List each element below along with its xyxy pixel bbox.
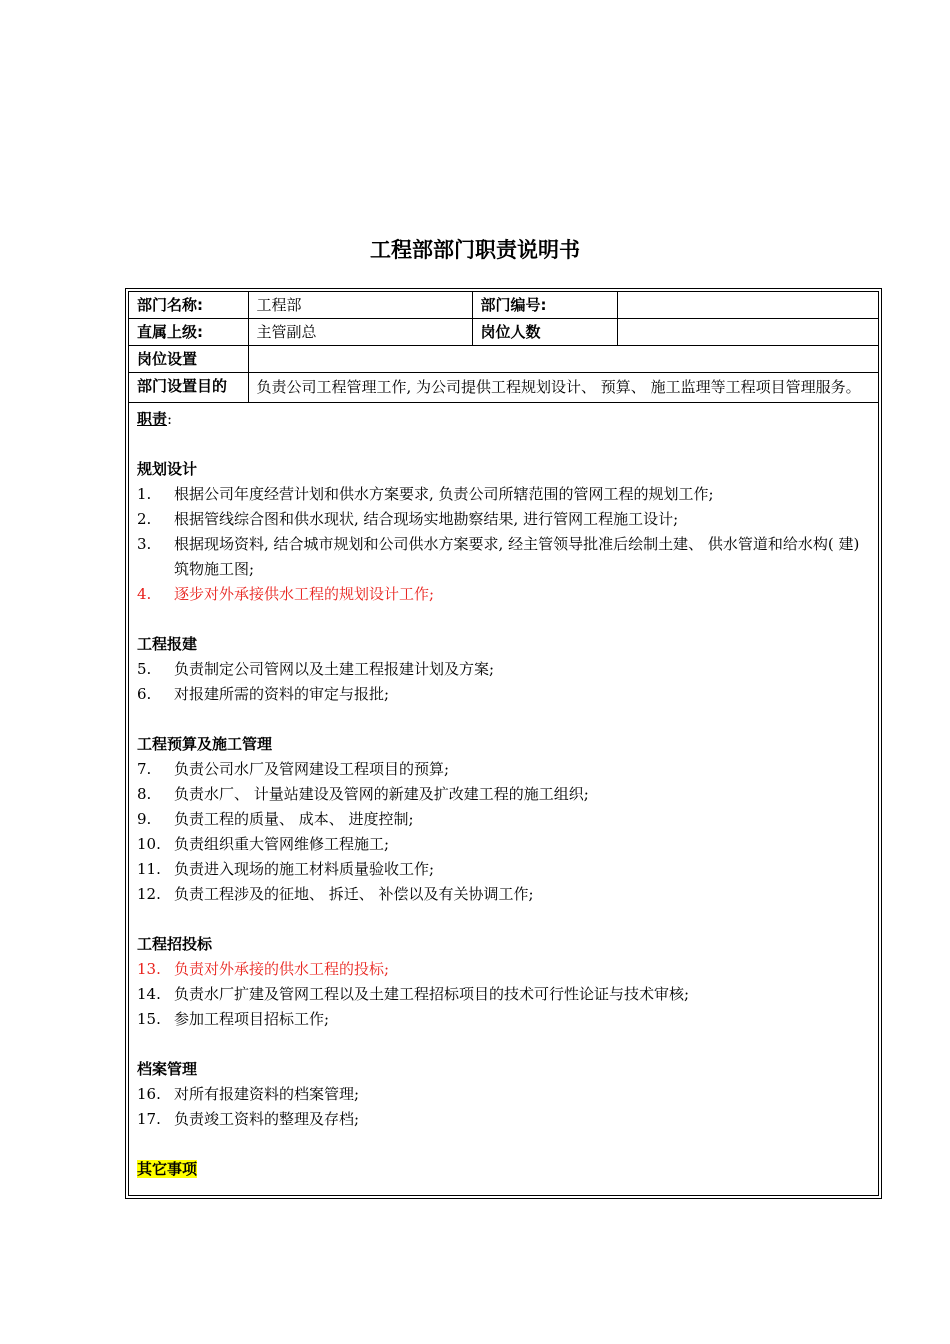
other-matters-highlight: 其它事项 bbox=[137, 1160, 198, 1178]
item-number: 16. bbox=[137, 1085, 161, 1103]
item-number: 13. bbox=[137, 960, 161, 978]
list-item bbox=[137, 1107, 870, 1132]
page-title: 工程部部门职责说明书 bbox=[370, 238, 580, 262]
duties-heading-text: 职责 bbox=[137, 410, 168, 428]
list-item bbox=[137, 807, 870, 832]
item-text: 负责工程涉及的征地、 拆迁、 补偿以及有关协调工作; bbox=[174, 885, 534, 903]
item-number: 6. bbox=[137, 685, 152, 703]
item-text: 负责对外承接的供水工程的投标; bbox=[174, 960, 390, 978]
list-item bbox=[137, 532, 870, 582]
list-item-highlighted bbox=[137, 957, 870, 982]
item-text: 负责公司水厂及管网建设工程项目的预算; bbox=[174, 760, 450, 778]
item-text: 根据公司年度经营计划和供水方案要求, 负责公司所辖范围的管网工程的规划工作; bbox=[174, 485, 714, 503]
list-item bbox=[137, 1007, 870, 1032]
item-number: 15. bbox=[137, 1010, 161, 1028]
dept-name-label: 部门名称: bbox=[129, 292, 248, 319]
duties-section bbox=[129, 403, 878, 1182]
item-number: 5. bbox=[137, 660, 152, 678]
info-table bbox=[129, 292, 878, 403]
purpose-label: 部门设置目的 bbox=[129, 373, 248, 403]
section-title-filing: 工程报建 bbox=[137, 635, 198, 653]
positions-label: 岗位设置 bbox=[129, 346, 248, 373]
info-row-positions bbox=[129, 346, 878, 373]
section-title-other bbox=[137, 1157, 870, 1182]
dept-name-value: 工程部 bbox=[248, 292, 472, 319]
item-number: 9. bbox=[137, 810, 152, 828]
info-row-dept bbox=[129, 292, 878, 319]
item-text: 负责竣工资料的整理及存档; bbox=[174, 1110, 360, 1128]
info-row-purpose bbox=[129, 373, 878, 403]
headcount-label: 岗位人数 bbox=[472, 319, 617, 346]
headcount-value bbox=[617, 319, 878, 346]
item-number: 17. bbox=[137, 1110, 161, 1128]
list-item bbox=[137, 882, 870, 907]
item-number: 3. bbox=[137, 535, 152, 553]
item-number: 11. bbox=[137, 860, 161, 878]
item-text: 根据管线综合图和供水现状, 结合现场实地勘察结果, 进行管网工程施工设计; bbox=[174, 510, 679, 528]
item-text: 根据现场资料, 结合城市规划和公司供水方案要求, 经主管领导批准后绘制土建、 供水管道和给水构( 建) 筑物施工图; bbox=[174, 535, 860, 578]
superior-value: 主管副总 bbox=[248, 319, 472, 346]
purpose-value: 负责公司工程管理工作, 为公司提供工程规划设计、 预算、 施工监理等工程项目管理服务。 bbox=[248, 373, 878, 403]
item-text: 参加工程项目招标工作; bbox=[174, 1010, 330, 1028]
item-text: 逐步对外承接供水工程的规划设计工作; bbox=[174, 585, 435, 603]
item-text: 对报建所需的资料的审定与报批; bbox=[174, 685, 390, 703]
list-item bbox=[137, 1082, 870, 1107]
section-title-bidding: 工程招投标 bbox=[137, 935, 213, 953]
responsibility-form bbox=[125, 288, 882, 1199]
item-number: 2. bbox=[137, 510, 152, 528]
item-number: 14. bbox=[137, 985, 161, 1003]
superior-label: 直属上级: bbox=[129, 319, 248, 346]
list-item bbox=[137, 857, 870, 882]
positions-value bbox=[248, 346, 878, 373]
list-item bbox=[137, 657, 870, 682]
section-title-budget: 工程预算及施工管理 bbox=[137, 735, 273, 753]
item-text: 负责水厂扩建及管网工程以及土建工程招标项目的技术可行性论证与技术审核; bbox=[174, 985, 690, 1003]
list-item bbox=[137, 982, 870, 1007]
list-item bbox=[137, 482, 870, 507]
list-item bbox=[137, 832, 870, 857]
item-number: 1. bbox=[137, 485, 152, 503]
item-text: 负责进入现场的施工材料质量验收工作; bbox=[174, 860, 435, 878]
info-row-superior bbox=[129, 319, 878, 346]
dept-no-label: 部门编号: bbox=[472, 292, 617, 319]
item-number: 8. bbox=[137, 785, 152, 803]
section-title-planning: 规划设计 bbox=[137, 460, 198, 478]
item-text: 负责工程的质量、 成本、 进度控制; bbox=[174, 810, 414, 828]
item-number: 7. bbox=[137, 760, 152, 778]
item-number: 10. bbox=[137, 835, 161, 853]
list-item bbox=[137, 507, 870, 532]
item-number: 12. bbox=[137, 885, 161, 903]
list-item bbox=[137, 682, 870, 707]
section-title-archives: 档案管理 bbox=[137, 1060, 198, 1078]
form-inner-border bbox=[128, 291, 879, 1196]
list-item bbox=[137, 757, 870, 782]
duties-heading bbox=[137, 407, 870, 432]
item-number: 4. bbox=[137, 585, 152, 603]
item-text: 对所有报建资料的档案管理; bbox=[174, 1085, 360, 1103]
list-item bbox=[137, 782, 870, 807]
item-text: 负责制定公司管网以及土建工程报建计划及方案; bbox=[174, 660, 495, 678]
item-text: 负责组织重大管网维修工程施工; bbox=[174, 835, 390, 853]
item-text: 负责水厂、 计量站建设及管网的新建及扩改建工程的施工组织; bbox=[174, 785, 589, 803]
duties-heading-colon: : bbox=[167, 410, 173, 428]
list-item-highlighted bbox=[137, 582, 870, 607]
dept-no-value bbox=[617, 292, 878, 319]
